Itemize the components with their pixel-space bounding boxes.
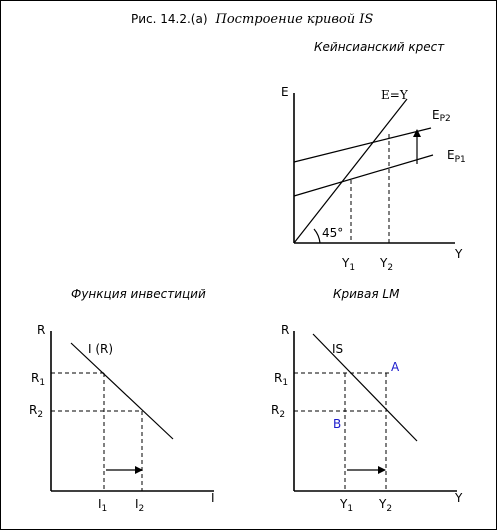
- point-b-label: B: [333, 417, 342, 431]
- investment-panel: [29, 287, 215, 514]
- is-curve-line: [313, 334, 417, 441]
- cross-axis-y-label: E: [281, 85, 289, 99]
- investment-curve: [71, 343, 173, 439]
- is-curve-label: IS: [332, 342, 344, 356]
- is-axis-x-label: Y: [455, 491, 463, 505]
- inv-i1-label: I1: [98, 497, 108, 514]
- inv-r1-label: R1: [31, 371, 46, 388]
- investment-axis-x-label: I: [211, 491, 215, 505]
- caption-title: Построение кривой IS: [215, 12, 374, 27]
- line-45-degrees: [294, 99, 407, 243]
- angle-arc: [314, 229, 320, 243]
- cross-y2-label: Y2: [380, 256, 394, 273]
- is-panel-title: Кривая LM: [333, 287, 400, 301]
- is-y2-label: Y2: [379, 497, 393, 514]
- keynesian-cross-panel: [281, 40, 466, 273]
- ep2-line: [294, 128, 431, 162]
- investment-curve-label: I (R): [88, 342, 114, 356]
- is-y1-label: Y1: [340, 497, 354, 514]
- point-a-label: A: [391, 360, 400, 374]
- cross-y1-label: Y1: [342, 256, 356, 273]
- inv-i2-label: I2: [135, 497, 145, 514]
- is-axis-y-label: R: [281, 323, 290, 337]
- investment-title: Функция инвестиций: [71, 287, 206, 301]
- inv-r2-label: R2: [29, 403, 44, 420]
- ep2-label: EP2: [432, 108, 451, 124]
- angle-label: 45°: [322, 226, 344, 240]
- cross-title: Кейнсианский крест: [314, 40, 445, 54]
- line-45-label: E=Y: [381, 88, 408, 102]
- investment-axis-y-label: R: [37, 323, 46, 337]
- ep1-line: [294, 155, 433, 196]
- cross-axis-x-label: Y: [455, 247, 463, 261]
- figure-caption: [131, 10, 373, 27]
- figure-canvas: [1, 1, 496, 529]
- is-r1-label: R1: [274, 371, 289, 388]
- is-curve-panel: [271, 287, 463, 514]
- is-r2-label: R2: [271, 403, 286, 420]
- caption-prefix: Рис. 14.2.(а): [131, 12, 208, 26]
- ep1-label: EP1: [447, 148, 466, 165]
